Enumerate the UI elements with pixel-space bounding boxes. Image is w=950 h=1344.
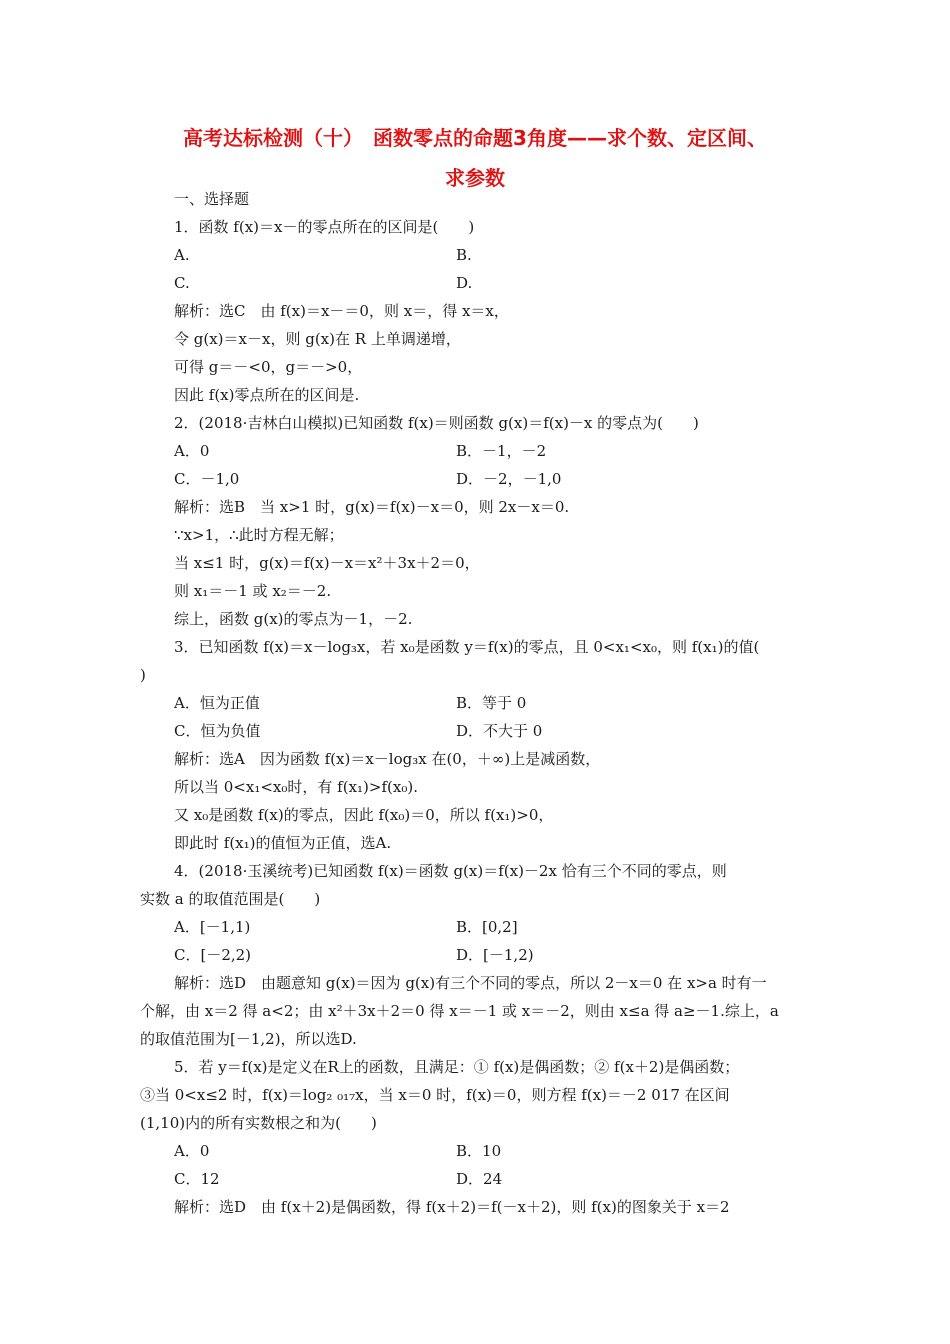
q2-solution-line: 综上，函数 g(x)的零点为－1，－2. [174,610,413,628]
q3-option-d: D．不大于 0 [456,722,543,740]
q3-stem-continued: ) [140,666,146,684]
q3-solution-line: 解析：选A 因为函数 f(x)＝x－log₃x 在(0，＋∞)上是减函数， [174,750,601,768]
q3-option-c: C．恒为负值 [174,722,261,740]
q5-stem: 5．若 y＝f(x)是定义在R上的函数，且满足：① f(x)是偶函数；② f(x＋2)是偶函数； [174,1058,740,1076]
title-line-1: 高考达标检测（十） 函数零点的命题3角度——求个数、定区间、 [183,126,767,150]
q1-stem: 1．函数 f(x)＝x－的零点所在的区间是( ) [174,218,475,236]
q3-solution-line: 所以当 0<x₁<x₀时，有 f(x₁)>f(x₀). [174,778,418,796]
title-line-2: 求参数 [445,166,505,190]
q2-option-c: C．－1,0 [174,470,240,488]
q5-option-b: B．10 [456,1142,502,1160]
q2-option-a: A．0 [174,442,210,460]
q1-option-b: B. [456,246,472,264]
q1-option-a: A. [174,246,190,264]
q3-solution-line: 又 x₀是函数 f(x)的零点，因此 f(x₀)＝0，所以 f(x₁)>0， [174,806,554,824]
q1-solution-line: 解析：选C 由 f(x)＝x－＝0，则 x＝，得 x＝x， [174,302,509,320]
q5-stem-continued: (1,10)内的所有实数根之和为( ) [140,1114,377,1132]
q3-solution-line: 即此时 f(x₁)的值恒为正值，选A. [174,834,392,852]
q4-option-c: C．[－2,2) [174,946,252,964]
q3-option-b: B．等于 0 [456,694,527,712]
q4-option-d: D．[－1,2) [456,946,534,964]
q3-stem: 3．已知函数 f(x)＝x－log₃x，若 x₀是函数 y＝f(x)的零点，且 0<x₁<x₀，则 f(x₁)的值( [174,638,760,656]
q2-solution-line: 则 x₁＝－1 或 x₂＝－2. [174,582,332,600]
q1-solution-line: 可得 g＝－<0，g＝－>0， [174,358,363,376]
q4-option-b: B．[0,2] [456,918,518,936]
q1-option-d: D. [456,274,473,292]
q4-option-a: A．[－1,1) [174,918,251,936]
q5-option-d: D．24 [456,1170,503,1188]
q4-solution-line: 的取值范围为[－1,2)，所以选D. [140,1030,357,1048]
q1-option-c: C. [174,274,190,292]
q2-option-d: D．－2，－1,0 [456,470,562,488]
q2-solution-line: ∵x>1，∴此时方程无解； [174,526,344,544]
section-heading: 一、选择题 [174,190,250,208]
q5-solution-line: 解析：选D 由 f(x＋2)是偶函数，得 f(x＋2)＝f(－x＋2)，则 f(x)的图象关于 x＝2 [174,1198,730,1216]
q4-stem-continued: 实数 a 的取值范围是( ) [140,890,321,908]
q5-option-c: C．12 [174,1170,220,1188]
q1-solution-line: 因此 f(x)零点所在的区间是. [174,386,360,404]
q2-stem: 2．(2018·吉林白山模拟)已知函数 f(x)＝则函数 g(x)＝f(x)－x 的零点为( ) [174,414,699,432]
q4-solution-line: 个解，由 x＝2 得 a<2；由 x²＋3x＋2＝0 得 x＝－1 或 x＝－2，则由 x≤a 得 a≥－1.综上，a [140,1002,779,1020]
q1-solution-line: 令 g(x)＝x－x，则 g(x)在 R 上单调递增， [174,330,461,348]
q5-option-a: A．0 [174,1142,210,1160]
q4-stem: 4．(2018·玉溪统考)已知函数 f(x)＝函数 g(x)＝f(x)－2x 恰有三个不同的零点，则 [174,862,727,880]
q4-solution-line: 解析：选D 由题意知 g(x)＝因为 g(x)有三个不同的零点，所以 2－x＝0 在 x>a 时有一 [174,974,767,992]
document-title [120,118,830,198]
q2-solution-line: 当 x≤1 时，g(x)＝f(x)－x＝x²＋3x＋2＝0， [174,554,480,572]
q3-option-a: A．恒为正值 [174,694,260,712]
q2-solution-line: 解析：选B 当 x>1 时，g(x)＝f(x)－x＝0，则 2x－x＝0. [174,498,570,516]
q5-stem-continued: ③当 0<x≤2 时，f(x)＝log₂ ₀₁₇x，当 x＝0 时，f(x)＝0，则方程 f(x)＝－2 017 在区间 [140,1086,730,1104]
q2-option-b: B．－1，－2 [456,442,547,460]
